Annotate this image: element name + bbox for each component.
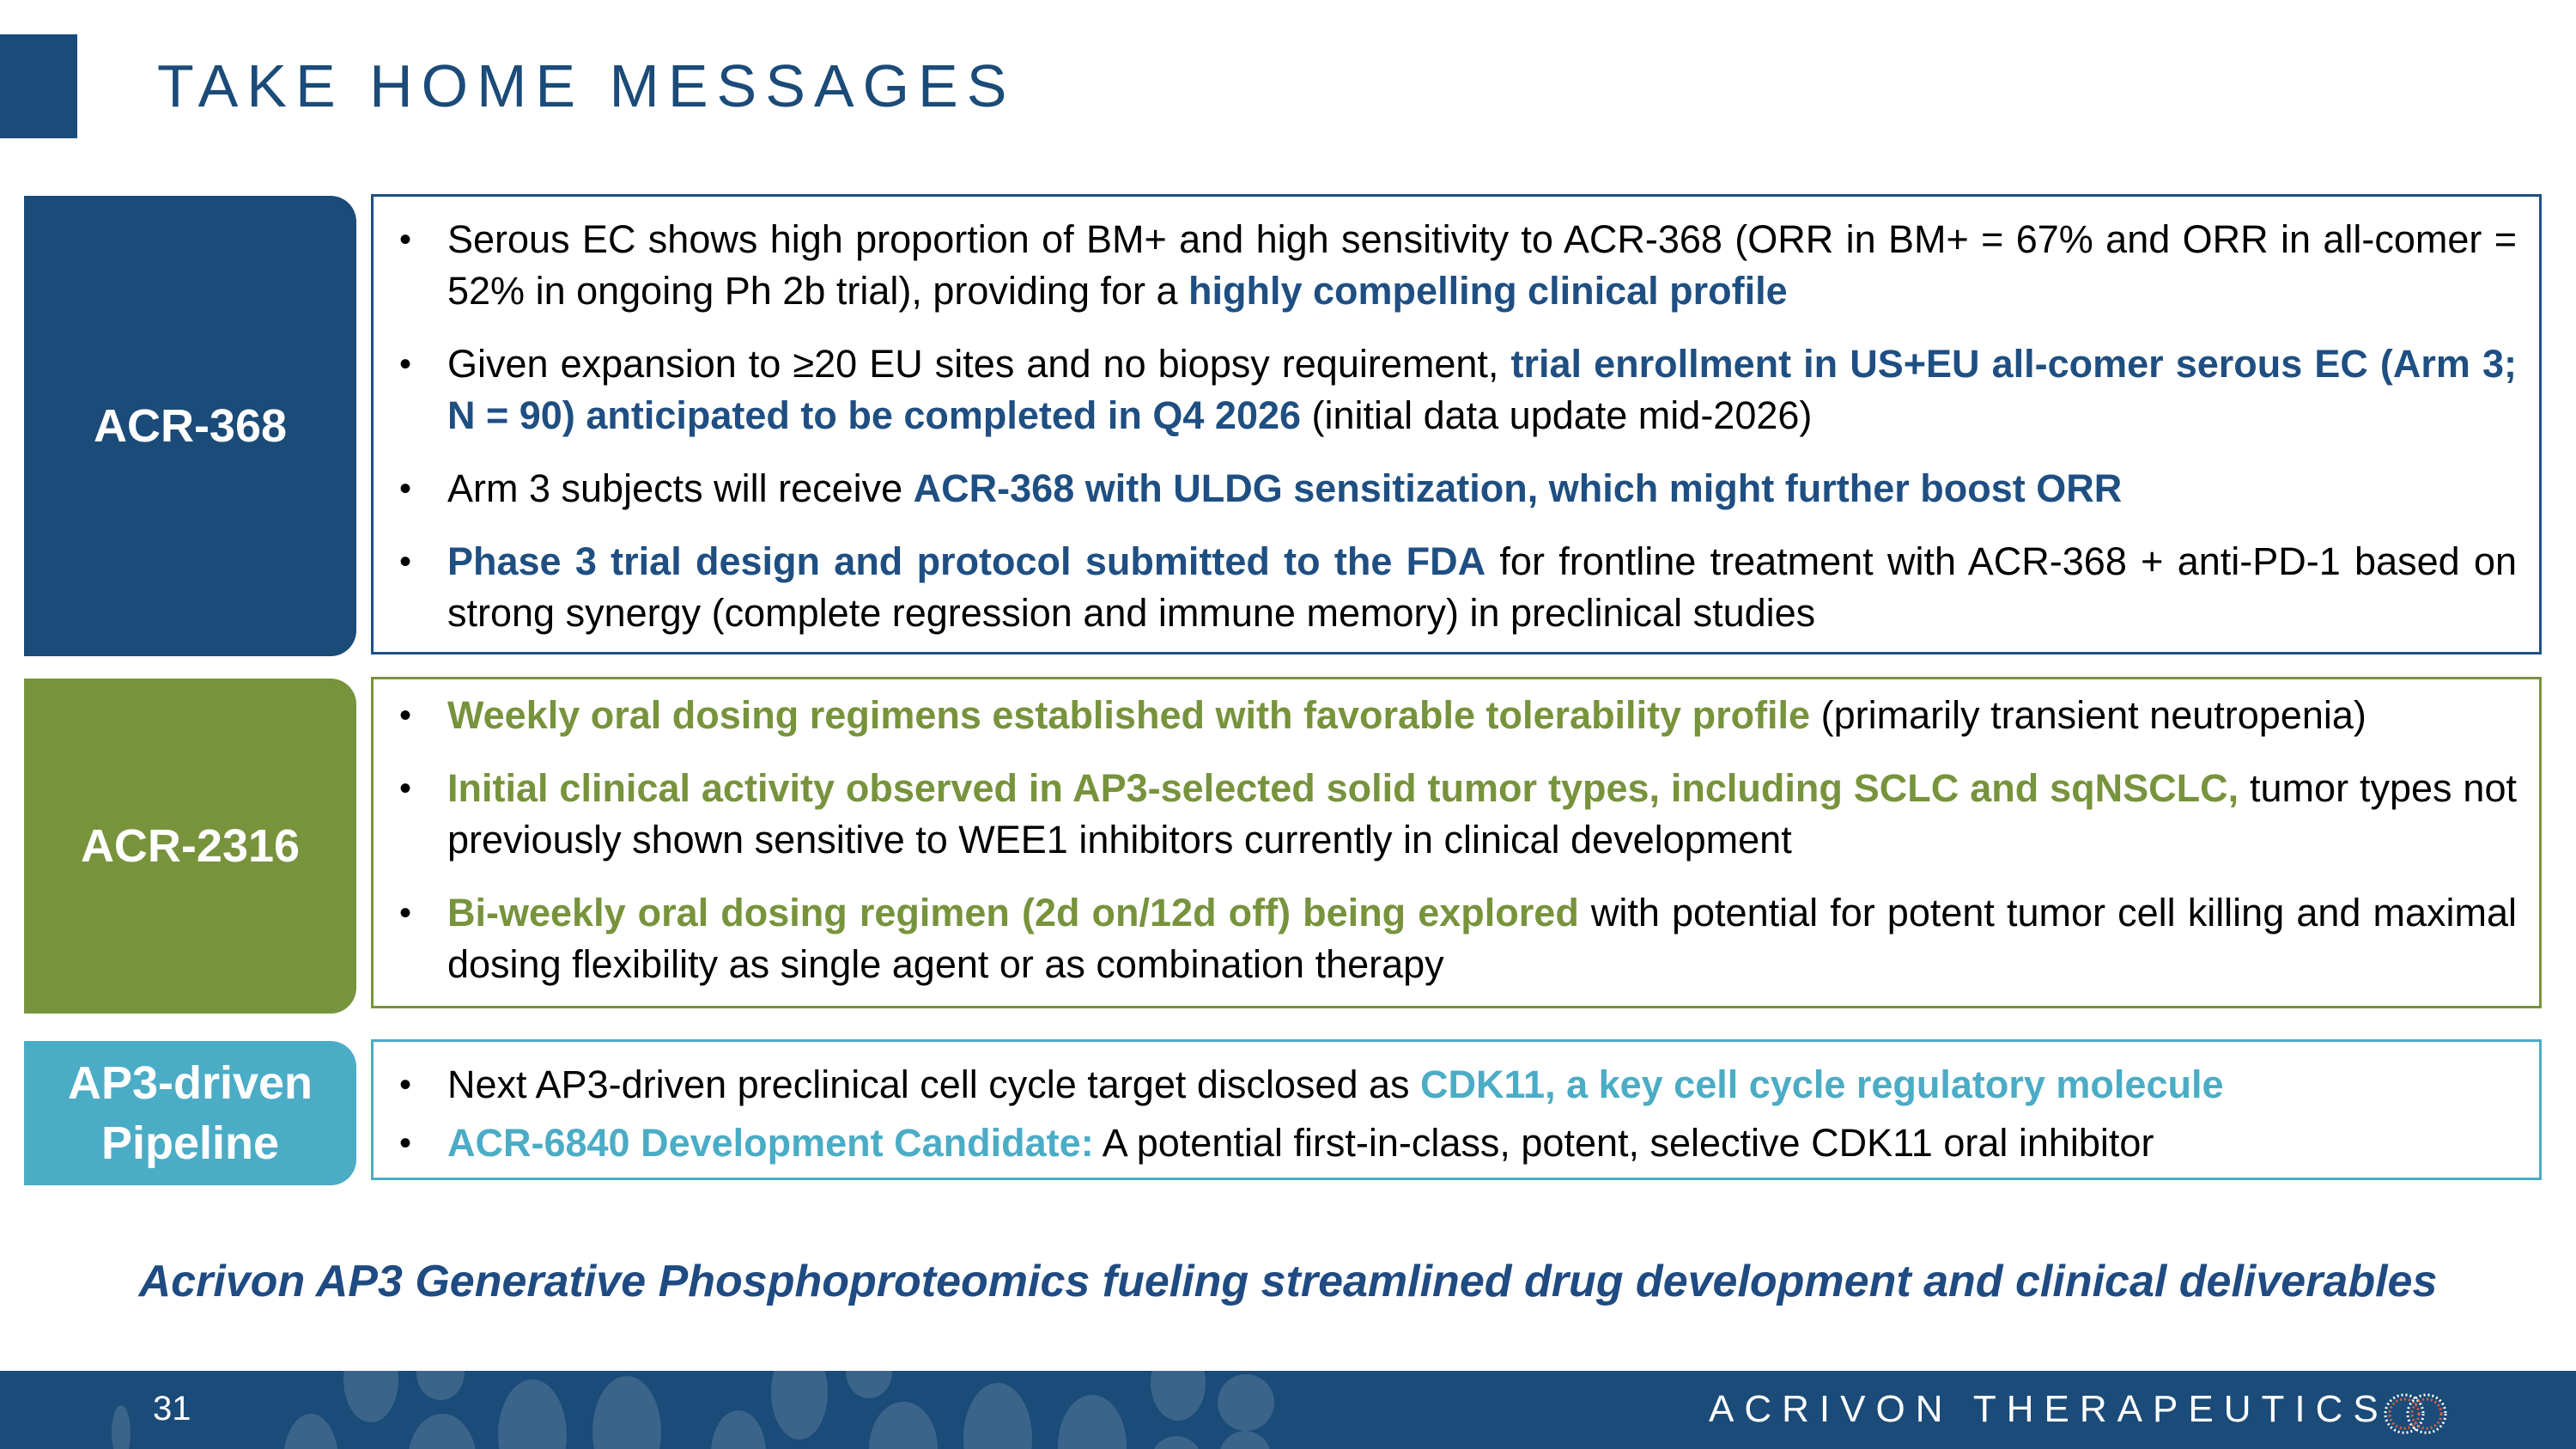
bullet-text: A potential first-in-class, potent, selective CDK11 oral inhibitor (1093, 1121, 2154, 1165)
bullet-item (374, 690, 2539, 741)
bullet-list (374, 690, 2539, 990)
footer-bar (0, 1371, 2576, 1449)
bullet-text: (primarily transient neutropenia) (1810, 693, 2366, 737)
section-label-line2: Pipeline (100, 1117, 280, 1169)
decorative-dot (416, 1371, 465, 1400)
decorative-dot (1058, 1395, 1127, 1449)
bullet-text: Arm 3 subjects will receive (447, 466, 914, 510)
bullet-item (374, 1117, 2539, 1169)
bullet-item (374, 887, 2539, 990)
decorative-dot (592, 1376, 661, 1449)
content-box-ap3-pipeline (371, 1039, 2542, 1180)
section-label-ap3-pipeline (24, 1041, 356, 1185)
decorative-dot (869, 1402, 938, 1449)
bullet-text: (initial data update mid-2026) (1301, 393, 1813, 437)
bullet-item (374, 763, 2539, 866)
decorative-dot (1151, 1436, 1202, 1449)
decorative-dot (771, 1371, 828, 1440)
tagline: Acrivon AP3 Generative Phosphoproteomics fueling streamlined drug development and clinical deliverables (138, 1257, 2438, 1306)
content-box-acr-368 (371, 194, 2542, 654)
company-logo-icon (2383, 1390, 2448, 1438)
decorative-dot (408, 1414, 477, 1449)
section-label-text: ACR-368 (93, 400, 288, 452)
bullet-text: Next AP3-driven preclinical cell cycle target disclosed as (447, 1062, 1420, 1106)
bullet-text: tumor types not previously shown sensitive to WEE1 inhibitors currently in clinical development (447, 766, 2517, 861)
bullet-text: Given expansion to ≥20 EU sites and no biopsy requirement, (447, 342, 1511, 386)
bullet-highlight: CDK11, a key cell cycle regulatory molecule (1420, 1062, 2224, 1106)
title-accent-block (0, 34, 77, 138)
bullet-highlight: trial enrollment in US+EU all-comer serous EC (Arm 3; N = 90) anticipated to be completed in Q4 2026 (447, 342, 2518, 437)
bullet-highlight: ACR-368 with ULDG sensitization, which might further boost ORR (913, 466, 2123, 510)
bullet-text: for frontline treatment with ACR-368 + anti-PD-1 based on strong synergy (complete regression and immune memory) in preclinical studies (447, 539, 2517, 635)
bullet-list (374, 1059, 2539, 1169)
section-ap3-pipeline (24, 1041, 2542, 1185)
decorative-dot (963, 1383, 1032, 1449)
section-acr-368 (24, 196, 2542, 656)
bullet-item (374, 463, 2539, 514)
bullet-item (374, 338, 2539, 441)
bullet-item (374, 536, 2539, 639)
bullet-highlight: Initial clinical activity observed in AP3-selected solid tumor types, including SCLC and sqNSCLC, (447, 766, 2239, 810)
decorative-dot (283, 1414, 338, 1449)
bullet-item (374, 1059, 2539, 1111)
decorative-dot (112, 1405, 131, 1449)
section-label-acr-2316 (24, 679, 356, 1014)
bullet-list (374, 214, 2539, 639)
bullet-text: Serous EC shows high proportion of BM+ and high sensitivity to ACR-368 (ORR in BM+ = 67% and ORR in all-comer = 52% in ongoing Ph 2b trial), providing for a (447, 217, 2517, 313)
section-acr-2316 (24, 679, 2542, 1014)
decorative-dot (498, 1379, 567, 1449)
decorative-dot (711, 1410, 766, 1449)
bullet-highlight: highly compelling clinical profile (1188, 269, 1788, 313)
bullet-highlight: ACR-6840 Development Candidate: (447, 1121, 1094, 1165)
decorative-dot (1218, 1374, 1274, 1431)
company-name: ACRIVON THERAPEUTICS (1709, 1388, 2389, 1430)
section-label-line1: AP3-driven (67, 1057, 313, 1109)
section-label-text: ACR-2316 (80, 820, 301, 872)
page-number: 31 (153, 1390, 191, 1428)
bullet-text: with potential for potent tumor cell killing and maximal dosing flexibility as single agent or as combination therapy (447, 891, 2517, 986)
bullet-highlight: Bi-weekly oral dosing regimen (2d on/12d off) being explored (447, 891, 1579, 935)
content-box-acr-2316 (371, 677, 2542, 1008)
decorative-dot (1219, 1431, 1271, 1449)
decorative-dot (343, 1371, 398, 1422)
bullet-item (374, 214, 2539, 317)
decorative-dot (1151, 1371, 1206, 1421)
section-label-acr-368 (24, 196, 356, 656)
page-title: TAKE HOME MESSAGES (157, 52, 1016, 119)
bullet-highlight: Weekly oral dosing regimens established with favorable tolerability profile (447, 693, 1811, 737)
decorative-dot (846, 1371, 892, 1398)
bullet-highlight: Phase 3 trial design and protocol submitted to the FDA (447, 539, 1486, 583)
